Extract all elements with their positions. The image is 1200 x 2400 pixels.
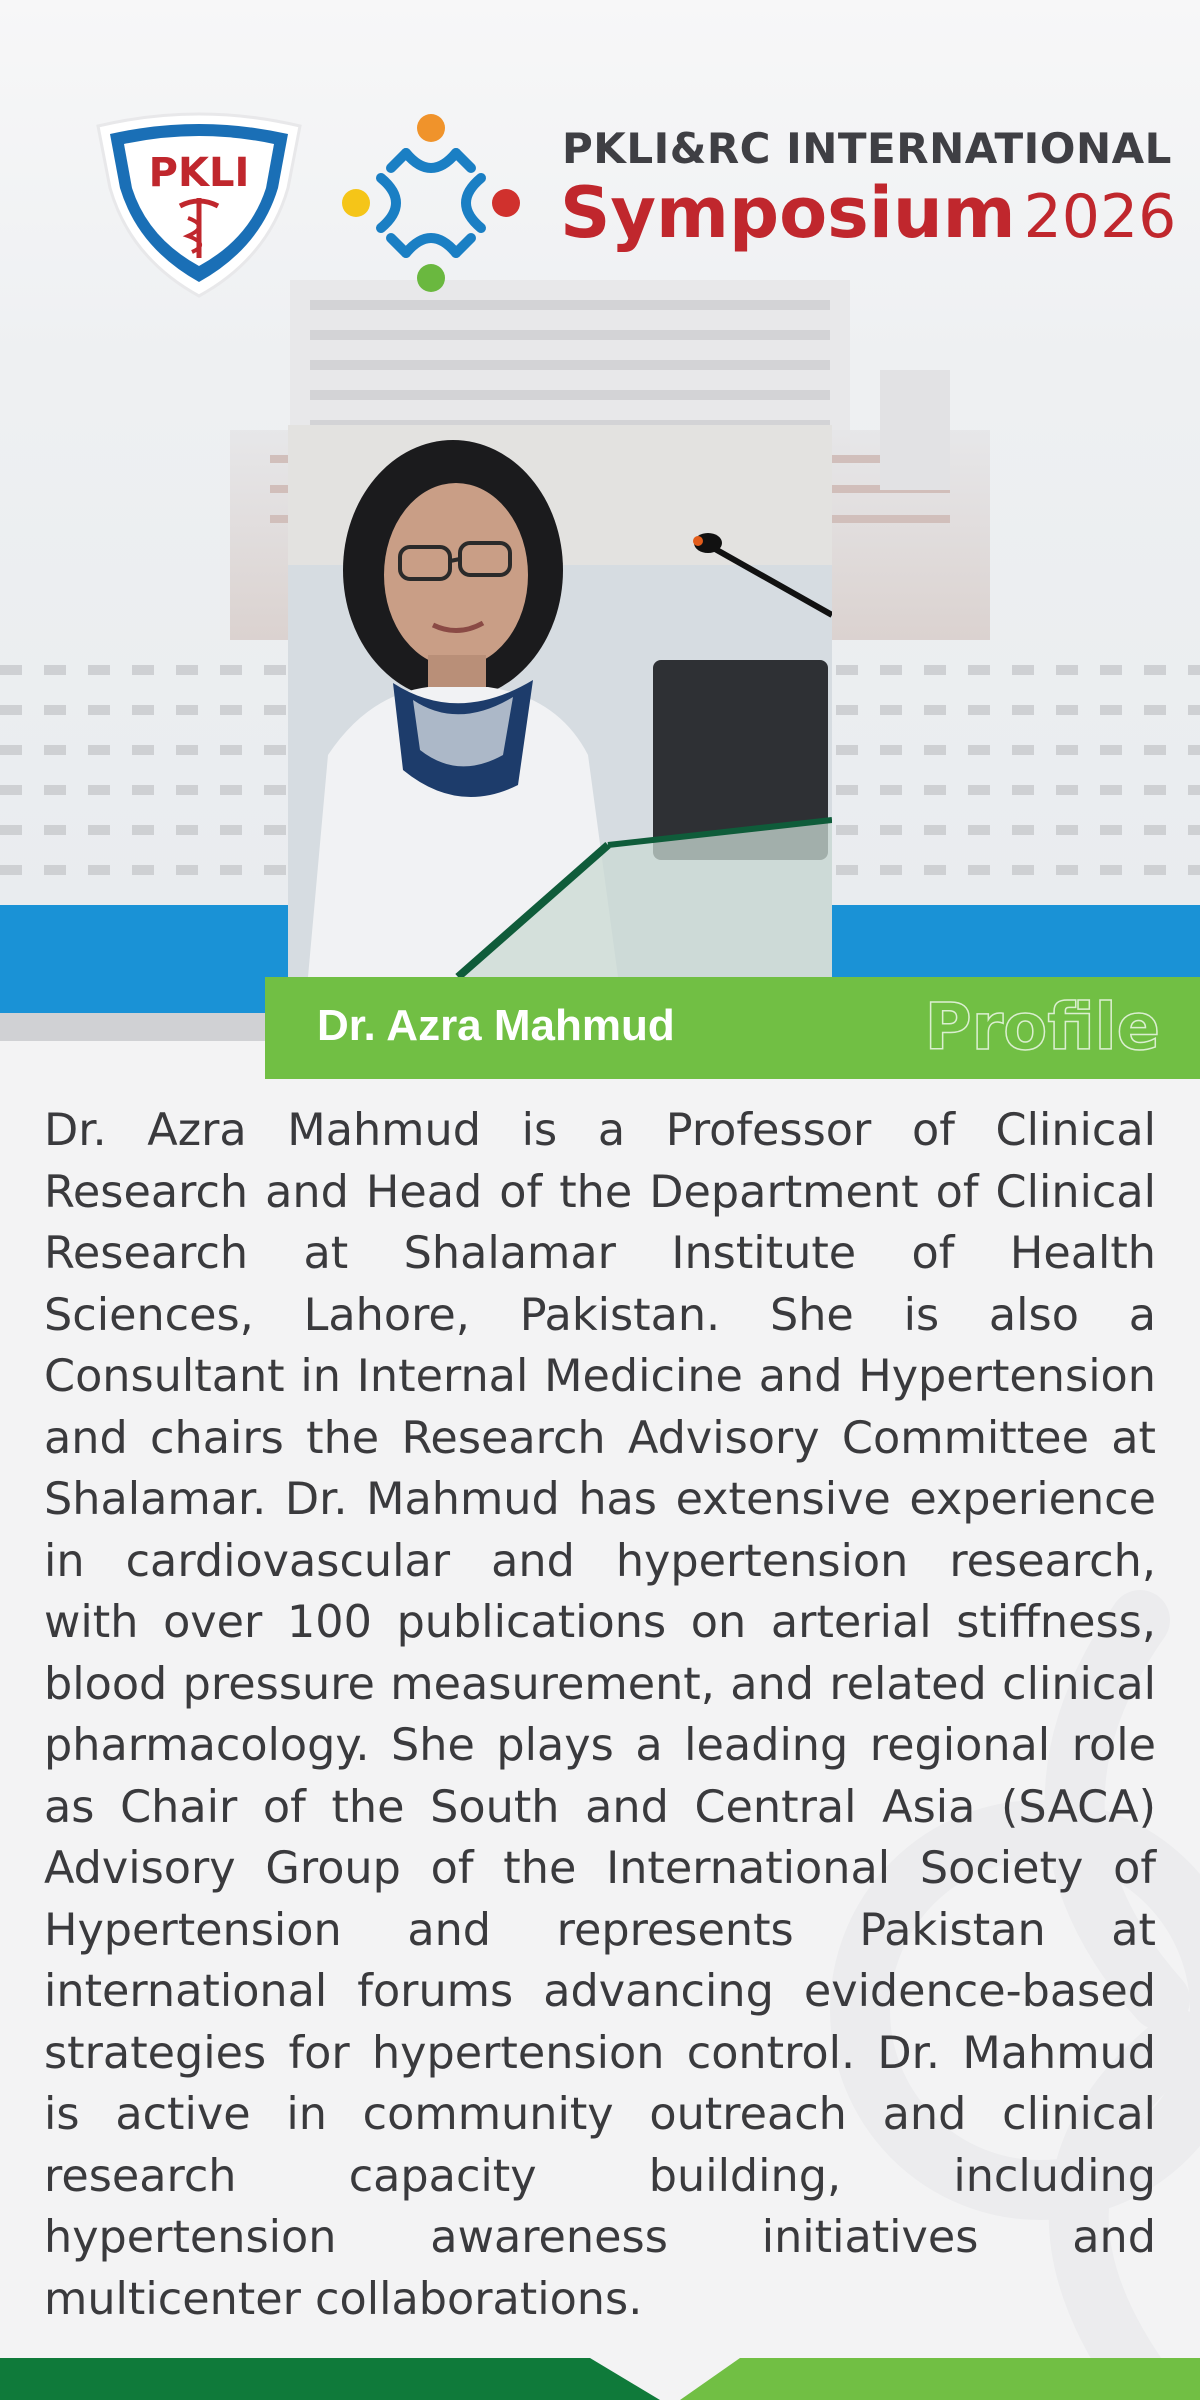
profile-tag: Profile <box>924 991 1160 1065</box>
pkli-logo <box>88 108 310 298</box>
grey-strip <box>0 1013 270 1041</box>
speaker-bio: Dr. Azra Mahmud is a Professor of Clinical Research and Head of the Department of Clinical Research at Shalamar Institute of Health Sciences, Lahore, Pakistan. She is also a Consultant in Internal Medicine and Hypertension and chairs the Research Advisory Committee at Shalamar. Dr. Mahmud has extensive experience in cardiovascular and hypertension research, with over 100 publications on arterial stiffness, blood pressure measurement, and related clinical pharmacology. She plays a leading regional role as Chair of the South and Central Asia (SACA) Advisory Group of the International Society of Hypertension and represents Pakistan at international forums advancing evidence-based strategies for hypertension control. Dr. Mahmud is active in community outreach and clinical research capacity building, including hypertension awareness initiatives and multicenter collaborations. <box>44 1105 1156 2325</box>
event-title-line1: PKLI&RC INTERNATIONAL <box>562 124 1172 173</box>
event-title-line2 <box>560 172 1176 254</box>
speaker-name: Dr. Azra Mahmud <box>317 1001 675 1050</box>
footer-band <box>0 2358 1200 2400</box>
event-title-symposium: Symposium <box>560 172 1016 254</box>
speaker-photo-illustration <box>288 425 832 977</box>
speaker-photo <box>288 425 832 977</box>
symposium-emblem-icon <box>336 108 526 298</box>
event-title-year: 2026 <box>1023 182 1177 252</box>
pkli-logo-text: PKLI <box>148 150 250 196</box>
speaker-name-bar <box>265 977 1200 1079</box>
